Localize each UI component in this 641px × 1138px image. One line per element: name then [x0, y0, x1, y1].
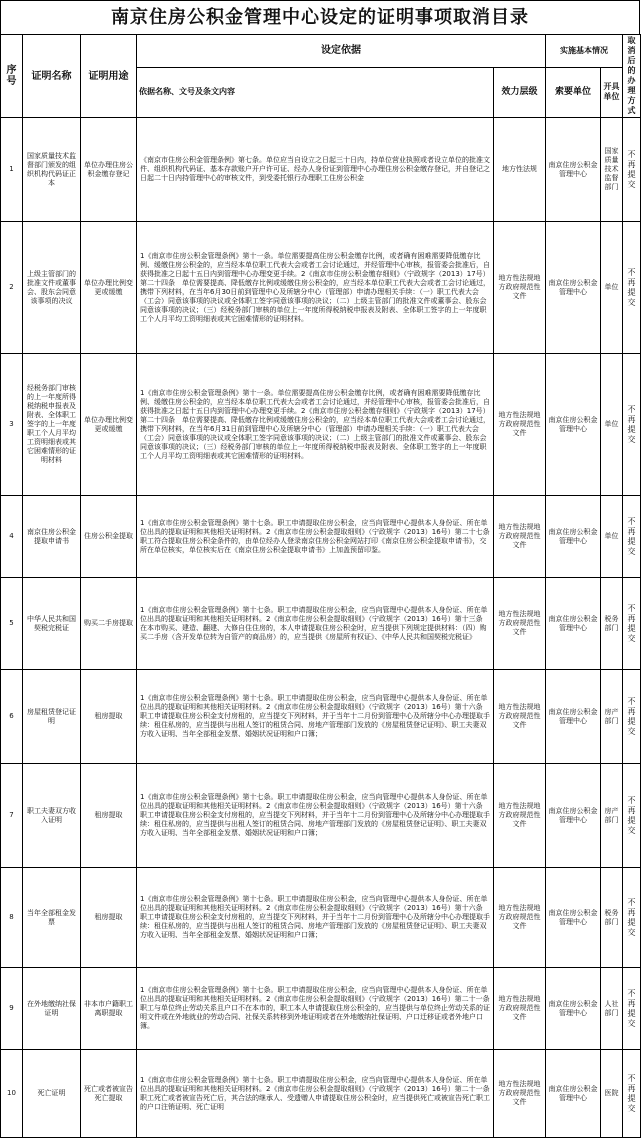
row-purpose: 单位办理比例变更或缓缴 [81, 354, 137, 496]
row-cancel: 不再提交 [623, 118, 641, 222]
row-cert-name: 国家质量技术监督部门颁发的组织机构代码证正本 [23, 118, 81, 222]
header-issue-unit: 开具单位 [601, 67, 623, 117]
page-title: 南京住房公积金管理中心设定的证明事项取消目录 [0, 0, 640, 34]
table-row [1, 578, 641, 670]
row-cert-name: 房屋租赁登记证明 [23, 670, 81, 764]
row-cert-name: 中华人民共和国契税完税证 [23, 578, 81, 670]
cancellation-table [0, 34, 641, 1138]
row-demand-unit: 南京住房公积金管理中心 [546, 968, 601, 1050]
table-row [1, 968, 641, 1050]
header-cancel: 取消后的办理方式 [623, 35, 641, 118]
table-body [1, 118, 641, 1138]
row-seq: 2 [1, 222, 23, 354]
row-purpose: 租房提取 [81, 868, 137, 968]
row-issue-unit: 单位 [601, 354, 623, 496]
row-level: 地方性法规地方政府规范性文件 [494, 1050, 546, 1138]
row-demand-unit: 南京住房公积金管理中心 [546, 1050, 601, 1138]
row-purpose: 住房公积金提取 [81, 496, 137, 578]
row-level: 地方性法规地方政府规范性文件 [494, 764, 546, 868]
row-level: 地方性法规地方政府规范性文件 [494, 670, 546, 764]
row-demand-unit: 南京住房公积金管理中心 [546, 118, 601, 222]
row-level: 地方性法规地方政府规范性文件 [494, 496, 546, 578]
row-demand-unit: 南京住房公积金管理中心 [546, 578, 601, 670]
row-purpose: 租房提取 [81, 670, 137, 764]
row-level: 地方性法规地方政府规范性文件 [494, 222, 546, 354]
table-row [1, 118, 641, 222]
row-basis: 1《南京市住房公积金管理条例》第十七条。职工申请提取住房公积金，应当向管理中心提供本人身份证、所在单位出具的提取证明和其他相关证明材料。2《南京市住房公积金提取细则》（宁政规字（2013）16号）第二十七条 职工符合提取住房公积金条件的，由单位经办人登录南京住房公积金网站打印《南京住房公积金提取申请书》，交所在单位核实，单位核实后在《南京住房公积金提取申请书》上加盖预留印鉴。 [137, 496, 494, 578]
row-basis: 1《南京市住房公积金管理条例》第十一条。单位需要提高住房公积金缴存比例，或者确有困难需要降低缴存比例、缓缴住房公积金的，应当经本单位职工代表大会或者工会讨论通过，并经管理中心审核，报管委会批准后，自获得批准之日起十五日内到管理中心办理变更手续。2《南京市住房公积金缴存细则》（宁政规字（2013）17号）第二十四条 单位需要提高、降低缴存比例或缓缴住房公积金的，应当经本单位职工代表大会或者工会讨论通过，携带下列材料，在当年6月31日前到管理中心及所辖分中心（管理部）申请办理相关手续：（一）职工代表大会（工会）同意该事项的决议或全体职工签字同意该事项的决议；（二）上级主管部门的批准文件或董事会、股东会同意该事项的决议；（三）经税务部门审核的单位上一年度所得税纳税申报表及附表、全体职工签字的上一年度职工个人月平均工资明细表或其它困难情形的证明材料。 [137, 354, 494, 496]
row-issue-unit: 单位 [601, 496, 623, 578]
row-cancel: 不再提交 [623, 222, 641, 354]
row-basis: 1《南京市住房公积金管理条例》第十七条。职工申请提取住房公积金，应当向管理中心提供本人身份证、所在单位出具的提取证明和其他相关证明材料。2《南京市住房公积金提取细则》（宁政规字（2013）16号）第二十一条 职工死亡或者被宣告死亡后，其合法的继承人、受遗赠人申请提取住房公积金时，应当提供死亡或被宣告死亡职工的户口注销证明、死亡证明 [137, 1050, 494, 1138]
row-level: 地方性法规地方政府规范性文件 [494, 578, 546, 670]
table-row [1, 354, 641, 496]
row-seq: 7 [1, 764, 23, 868]
row-seq: 8 [1, 868, 23, 968]
row-purpose: 购买二手房提取 [81, 578, 137, 670]
row-cert-name: 在外地缴纳社保证明 [23, 968, 81, 1050]
row-cancel: 不再提交 [623, 1050, 641, 1138]
row-basis: 1《南京市住房公积金管理条例》第十七条。职工申请提取住房公积金，应当向管理中心提供本人身份证、所在单位出具的提取证明和其他相关证明材料。2《南京市住房公积金提取细则》（宁政规字（2013）16号）第十三条 在本市购买、建造、翻建、大修自住住房的，本人申请提取住房公积金时，应当提供下列规定提供材料：（四）购买二手房（含开发单位转为自管产的商品房）的，应当提供《房屋所有权证》、《中华人民共和国契税完税证》 [137, 578, 494, 670]
row-purpose: 租房提取 [81, 764, 137, 868]
row-demand-unit: 南京住房公积金管理中心 [546, 496, 601, 578]
row-issue-unit: 税务部门 [601, 868, 623, 968]
row-issue-unit: 国家质量技术监督部门 [601, 118, 623, 222]
row-demand-unit: 南京住房公积金管理中心 [546, 868, 601, 968]
row-purpose: 非本市户籍职工离职提取 [81, 968, 137, 1050]
row-seq: 6 [1, 670, 23, 764]
row-cancel: 不再提交 [623, 968, 641, 1050]
row-demand-unit: 南京住房公积金管理中心 [546, 764, 601, 868]
table-row [1, 1050, 641, 1138]
row-basis: 1《南京市住房公积金管理条例》第十七条。职工申请提取住房公积金，应当向管理中心提供本人身份证、所在单位出具的提取证明和其他相关证明材料。2《南京市住房公积金提取细则》（宁政规字（2013）16号）第十六条 职工申请提取住房公积金支付房租的，应当提交下列材料，并于当年十二月份到管理中心及所辖分中心办理提取手续：租住私房的，应当提供与出租人签订的租赁合同、房地产管理部门发放的《房屋租赁登记证明》、职工夫妻双方收入证明、当年全部租金发票、婚姻状况证明和户口簿； [137, 764, 494, 868]
row-purpose: 死亡或者被宣告死亡提取 [81, 1050, 137, 1138]
table-row [1, 868, 641, 968]
row-basis: 1《南京市住房公积金管理条例》第十七条。职工申请提取住房公积金，应当向管理中心提供本人身份证、所在单位出具的提取证明和其他相关证明材料。2《南京市住房公积金提取细则》（宁政规字（2013）16号）第二十一条 职工与单位终止劳动关系且户口不在本市的，职工本人申请提取住房公积金的，应当提供与单位终止劳动关系的证明文件或在外地就业的劳动合同、社保关系转移到外地证明或者在外地缴纳社保证明、户口迁移证或者外地户口簿。 [137, 968, 494, 1050]
row-cancel: 不再提交 [623, 354, 641, 496]
row-basis: 1《南京市住房公积金管理条例》第十一条。单位需要提高住房公积金缴存比例，或者确有困难需要降低缴存比例、缓缴住房公积金的，应当经本单位职工代表大会或者工会讨论通过，并经管理中心审核，报管委会批准后，自获得批准之日起十五日内到管理中心办理变更手续。2《南京市住房公积金缴存细则》（宁政规字（2013）17号）第二十四条 单位需要提高、降低缴存比例或缓缴住房公积金的，应当经本单位职工代表大会或者工会讨论通过，携带下列材料，在当年6月30日前到管理中心及所辖分中心（管理部）申请办理相关手续：（一）职工代表大会（工会）同意该事项的决议或全体职工签字同意该事项的决议；（二）上级主管部门的批准文件或董事会、股东会同意该事项的决议；（三）经税务部门审核的单位上一年度所得税纳税申报表及附表、全体职工签字的上一年度职工个人月平均工资明细表或其它困难情形的证明材料。 [137, 222, 494, 354]
row-level: 地方性法规地方政府规范性文件 [494, 968, 546, 1050]
row-issue-unit: 医院 [601, 1050, 623, 1138]
header-basis-detail: 依据名称、文号及条文内容 [137, 67, 494, 117]
row-cert-name: 经税务部门审核的上一年度所得税纳税申报表及附表、全体职工签字的上一年度职工个人月平均工资明细表或其它困难情形的证明材料 [23, 354, 81, 496]
row-issue-unit: 房产部门 [601, 670, 623, 764]
row-seq: 9 [1, 968, 23, 1050]
row-purpose: 单位办理住房公积金缴存登记 [81, 118, 137, 222]
row-cert-name: 死亡证明 [23, 1050, 81, 1138]
row-issue-unit: 税务部门 [601, 578, 623, 670]
row-cancel: 不再提交 [623, 670, 641, 764]
row-basis: 1《南京市住房公积金管理条例》第十七条。职工申请提取住房公积金，应当向管理中心提供本人身份证、所在单位出具的提取证明和其他相关证明材料。2《南京市住房公积金提取细则》（宁政规字（2013）16号）第十六条 职工申请提取住房公积金支付房租的，应当提交下列材料，并于当年十二月份到管理中心及所辖分中心办理提取手续：租住私房的，应当提供与出租人签订的租赁合同、房地产管理部门发放的《房屋租赁登记证明》、职工夫妻双方收入证明、当年全部租金发票、婚姻状况证明和户口簿； [137, 868, 494, 968]
row-cancel: 不再提交 [623, 496, 641, 578]
table-row [1, 764, 641, 868]
row-cert-name: 当年全部租金发票 [23, 868, 81, 968]
row-seq: 10 [1, 1050, 23, 1138]
table-row [1, 496, 641, 578]
row-cancel: 不再提交 [623, 764, 641, 868]
row-purpose: 单位办理比例变更或缓缴 [81, 222, 137, 354]
row-issue-unit: 房产部门 [601, 764, 623, 868]
table-row [1, 222, 641, 354]
row-demand-unit: 南京住房公积金管理中心 [546, 354, 601, 496]
row-seq: 4 [1, 496, 23, 578]
header-cert-name: 证明名称 [23, 35, 81, 118]
table-row [1, 670, 641, 764]
row-level: 地方性法规 [494, 118, 546, 222]
row-seq: 3 [1, 354, 23, 496]
header-impl-group: 实施基本情况 [546, 35, 623, 68]
row-cancel: 不再提交 [623, 868, 641, 968]
header-seq: 序号 [1, 35, 23, 118]
row-basis: 《南京市住房公积金管理条例》第七条。单位应当自设立之日起三十日内，持单位营业执照或者设立单位的批准文件、组织机构代码证、基本存款账户开户许可证、经办人身份证到管理中心办理住房公积金缴存登记，并自登记之日起二十日内持管理中心的审核文件，到受委托银行办理职工住房公积金 [137, 118, 494, 222]
row-seq: 5 [1, 578, 23, 670]
header-level: 效力层级 [494, 67, 546, 117]
header-purpose: 证明用途 [81, 35, 137, 118]
row-cancel: 不再提交 [623, 578, 641, 670]
row-cert-name: 职工夫妻双方收入证明 [23, 764, 81, 868]
row-cert-name: 南京住房公积金提取申请书 [23, 496, 81, 578]
row-issue-unit: 单位 [601, 222, 623, 354]
header-basis-group: 设定依据 [137, 35, 546, 68]
row-level: 地方性法规地方政府规范性文件 [494, 868, 546, 968]
row-seq: 1 [1, 118, 23, 222]
row-issue-unit: 人社部门 [601, 968, 623, 1050]
header-demand-unit: 索要单位 [546, 67, 601, 117]
row-demand-unit: 南京住房公积金管理中心 [546, 670, 601, 764]
row-basis: 1《南京市住房公积金管理条例》第十七条。职工申请提取住房公积金，应当向管理中心提供本人身份证、所在单位出具的提取证明和其他相关证明材料。2《南京市住房公积金提取细则》（宁政规字（2013）16号）第十六条 职工申请提取住房公积金支付房租的，应当提交下列材料，并于当年十二月份到管理中心及所辖分中心办理提取手续：租住私房的，应当提供与出租人签订的租赁合同、房地产管理部门发放的《房屋租赁登记证明》、职工夫妻双方收入证明、当年全部租金发票、婚姻状况证明和户口簿； [137, 670, 494, 764]
row-cert-name: 上级主管部门的批准文件或董事会、股东会同意该事项的决议 [23, 222, 81, 354]
row-demand-unit: 南京住房公积金管理中心 [546, 222, 601, 354]
row-level: 地方性法规地方政府规范性文件 [494, 354, 546, 496]
